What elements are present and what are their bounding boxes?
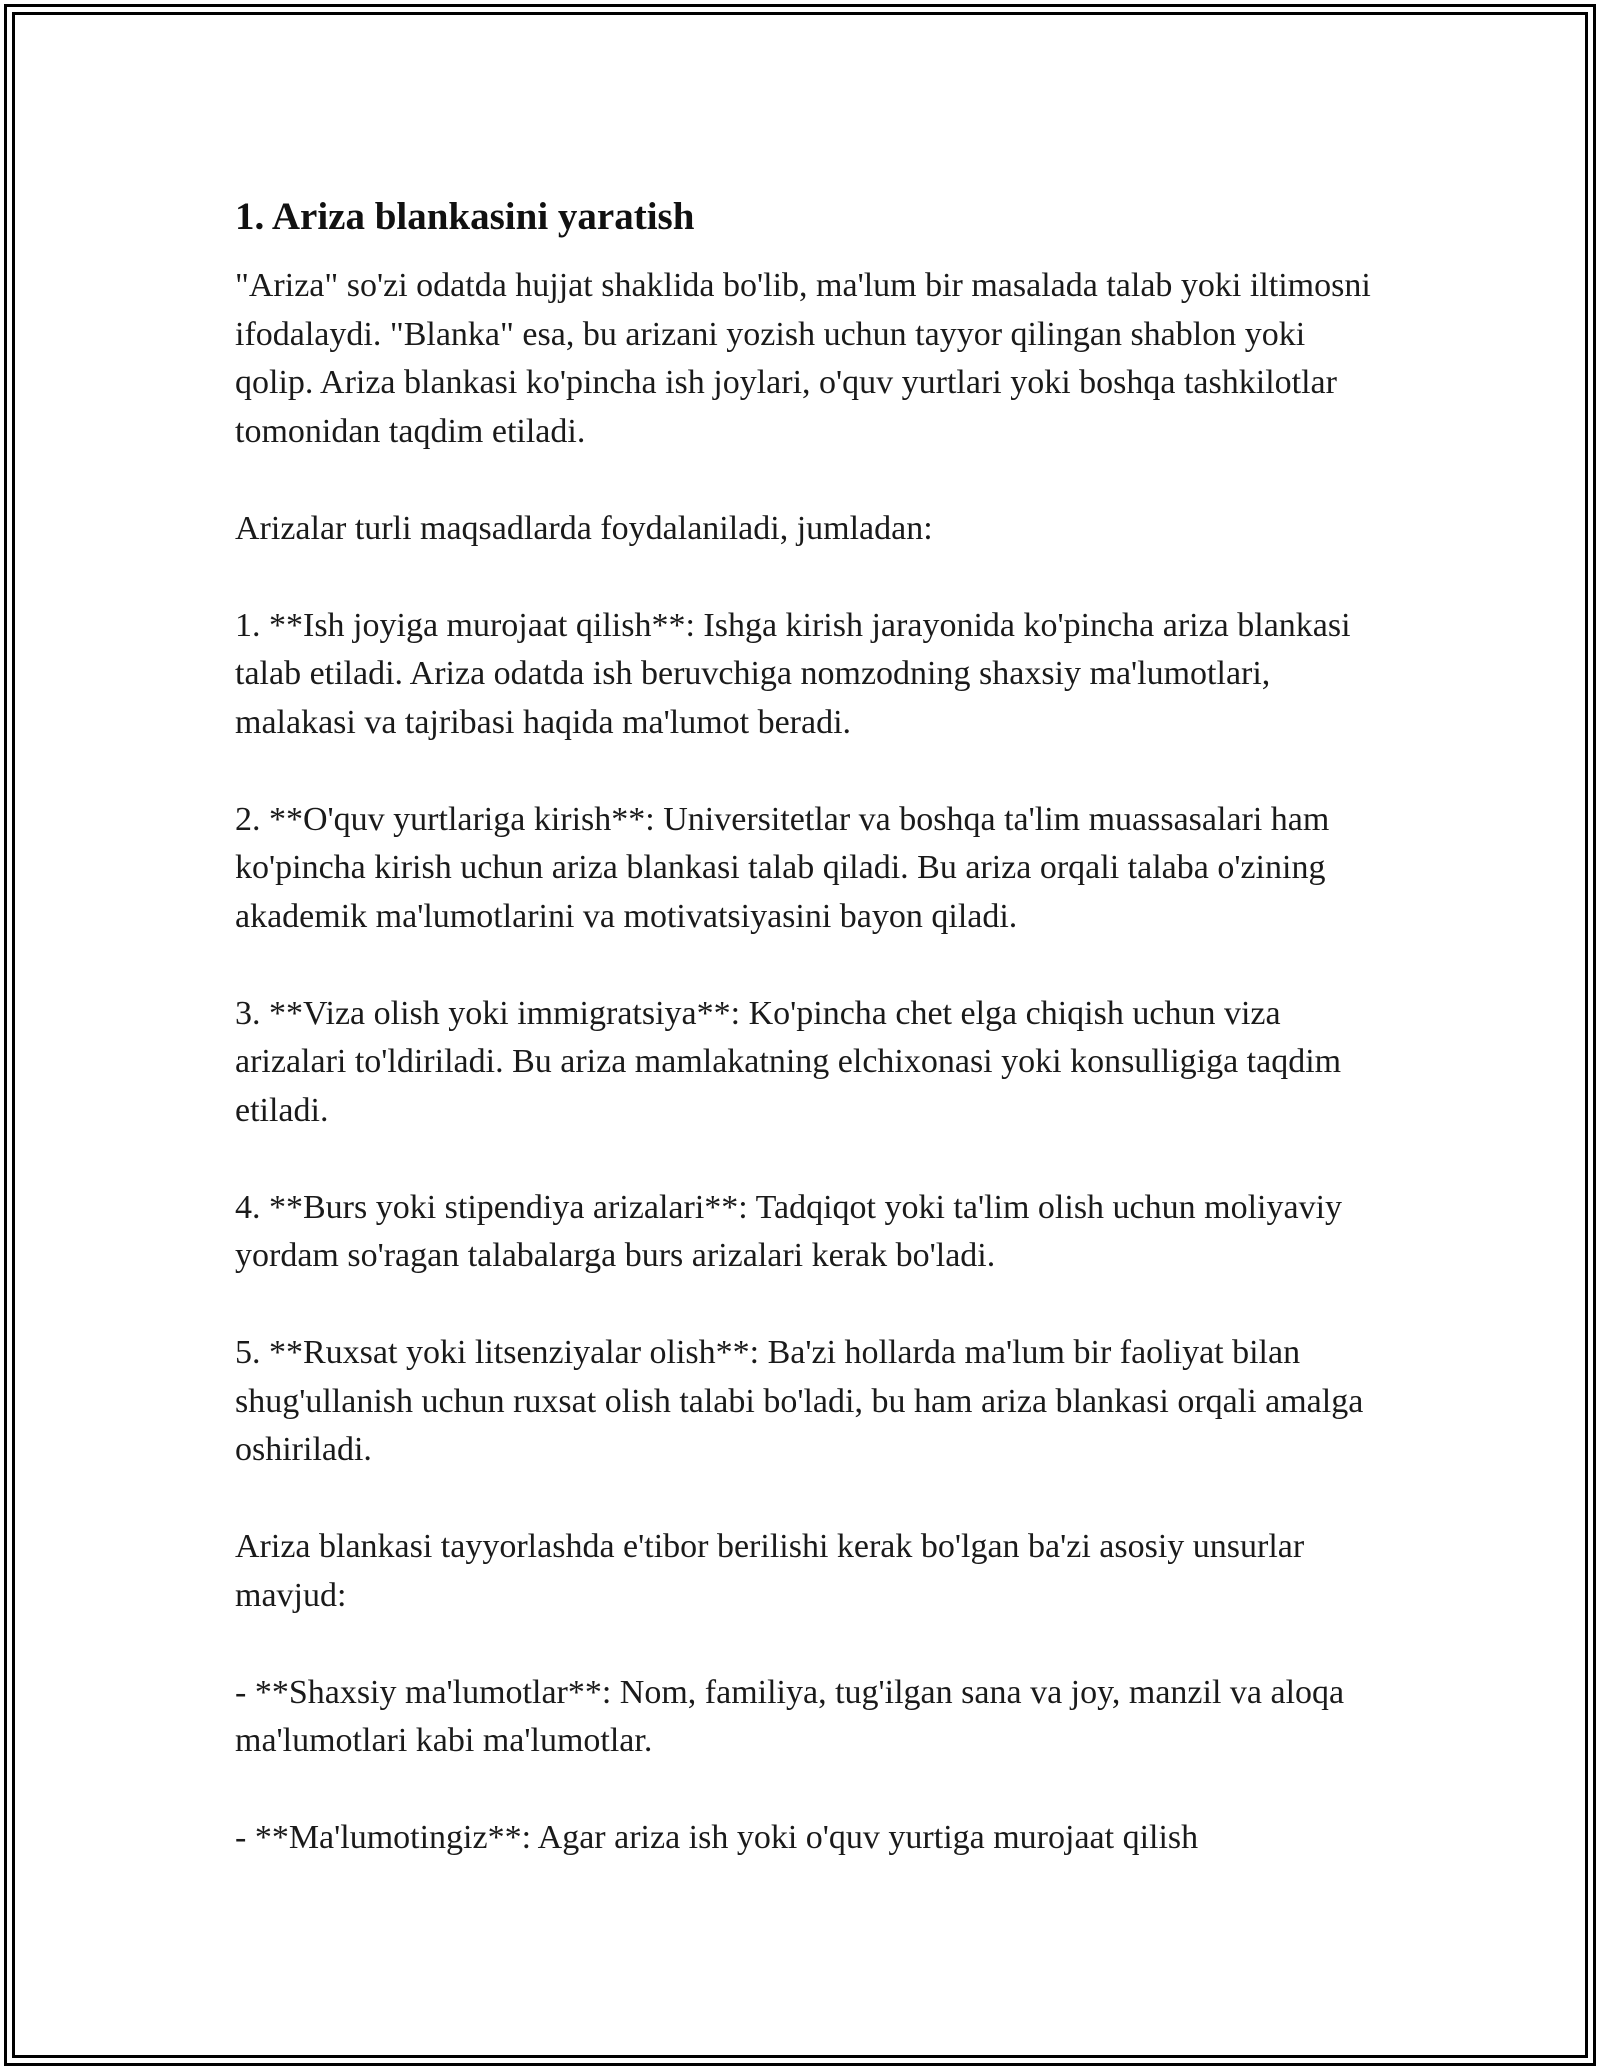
bullet-education-info: - **Ma'lumotingiz**: Agar ariza ish yoki o'quv yurtiga murojaat qilish — [235, 1819, 1199, 1856]
list-item-visa-immigration: 3. **Viza olish yoki immigratsiya**: Ko'pincha chet elga chiqish uchun viza arizalari to'ldiriladi. Bu ariza mamlakatning elchixonasi yoki konsulligiga taqdim etiladi. — [235, 994, 1342, 1129]
paragraph-purposes-lead: Arizalar turli maqsadlarda foydalaniladi, jumladan: — [235, 509, 933, 547]
section-heading: 1. Ariza blankasini yaratish — [235, 195, 695, 238]
list-item-university-admission: 2. **O'quv yurtlariga kirish**: Universitetlar va boshqa ta'lim muassasalari ham ko'pincha kirish uchun ariza blankasi talab qiladi. Bu ariza orqali talaba o'zining akademik ma'lumotlarini va motivatsiyasini bayon qiladi. — [235, 800, 1330, 935]
list-item-permit-license: 5. **Ruxsat yoki litsenziyalar olish**: Ba'zi hollarda ma'lum bir faoliyat bilan shug'ullanish uchun ruxsat olish talabi bo'ladi, bu ham ariza blankasi orqali amalga oshiriladi. — [235, 1334, 1364, 1468]
paragraph-elements-lead: Ariza blankasi tayyorlashda e'tibor berilishi kerak bo'lgan ba'zi asosiy unsurlar mavjud: — [235, 1528, 1305, 1614]
list-item-scholarship: 4. **Burs yoki stipendiya arizalari**: Tadqiqot yoki ta'lim olish uchun moliyaviy yordam so'ragan talabalarga burs arizalari kerak bo'ladi. — [235, 1188, 1343, 1274]
document-body — [235, 180, 1380, 1911]
bullet-personal-info: - **Shaxsiy ma'lumotlar**: Nom, familiya, tug'ilgan sana va joy, manzil va aloqa ma'lumotlari kabi ma'lumotlar. — [235, 1673, 1345, 1759]
list-item-job-application: 1. **Ish joyiga murojaat qilish**: Ishga kirish jarayonida ko'pincha ariza blankasi talab etiladi. Ariza odatda ish beruvchiga nomzodning shaxsiy ma'lumotlari, malakasi va tajribasi haqida ma'lumot beradi. — [235, 606, 1351, 741]
paragraph-intro: "Ariza" so'zi odatda hujjat shaklida bo'lib, ma'lum bir masalada talab yoki iltimosni ifodalaydi. "Blanka" esa, bu arizani yozish uchun tayyor qilingan shablon yoki qolip. Ariza blankasi ko'pincha ish joylari, o'quv yurtlari yoki boshqa tashkilotlar tomonidan taqdim etiladi. — [235, 267, 1371, 450]
